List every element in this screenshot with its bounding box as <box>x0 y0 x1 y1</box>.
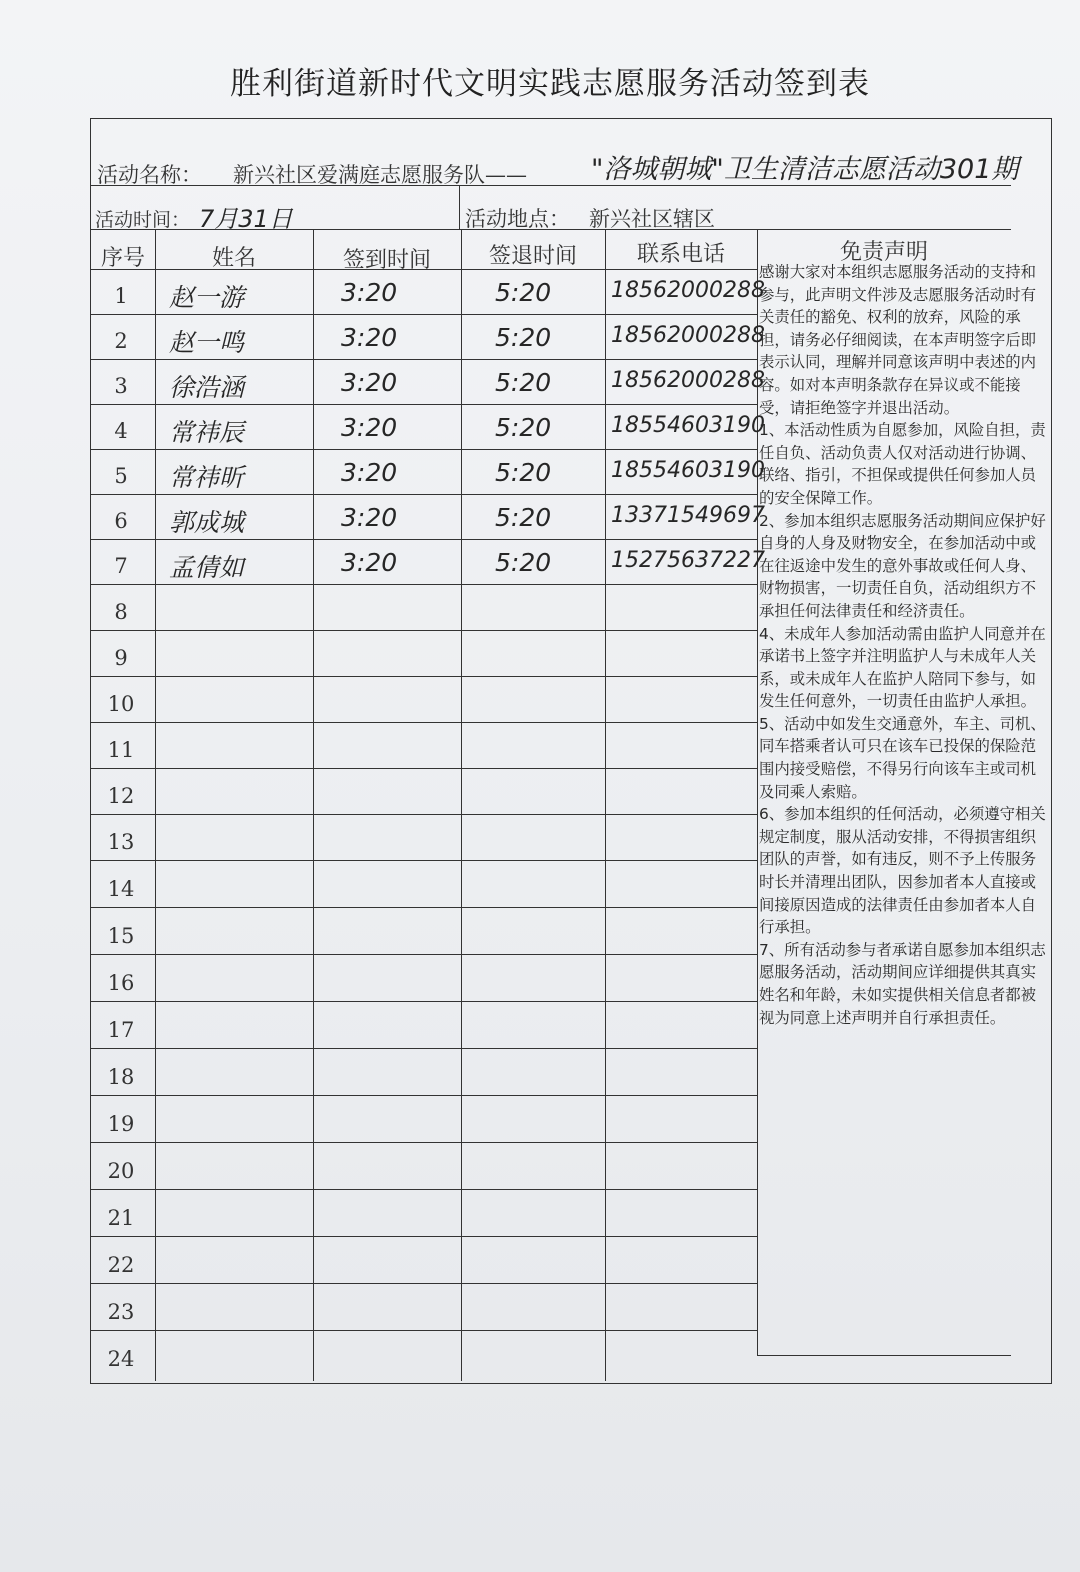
row-number: 17 <box>107 1018 135 1042</box>
table-row <box>91 1001 757 1048</box>
row-number: 23 <box>107 1300 135 1324</box>
row-number: 24 <box>107 1347 135 1371</box>
name-cell[interactable]: 常祎辰 <box>169 418 245 447</box>
phone-cell[interactable]: 13371549697 <box>611 503 765 528</box>
disclaimer-text <box>759 261 1049 1029</box>
activity-name-handwritten: "洛城朝城"卫生清洁志愿活动301期 <box>591 154 1019 185</box>
page-title: 胜利街道新时代文明实践志愿服务活动签到表 <box>230 66 870 102</box>
table-row <box>91 630 757 676</box>
sign-in-sheet <box>90 118 1052 1384</box>
table-row <box>91 584 757 630</box>
column-divider <box>757 229 758 1355</box>
name-cell[interactable]: 赵一鸣 <box>169 328 245 357</box>
disclaimer-bottom-line <box>757 1355 1011 1356</box>
col-header-signout: 签退时间 <box>488 244 577 269</box>
phone-cell[interactable]: 18562000288 <box>611 368 765 393</box>
row-number: 18 <box>107 1065 135 1089</box>
disclaimer-item-4: 4、未成年人参加活动需由监护人同意并在承诺书上签字并注明监护人与未成年人关系，或未成年人在监护人陪同下参与，如发生任何意外，一切责任由监护人承担。 <box>759 624 1046 711</box>
table-row <box>91 1095 757 1142</box>
table-row <box>91 494 765 539</box>
row-number: 13 <box>107 830 135 854</box>
table-row <box>91 359 765 404</box>
col-header-signin: 签到时间 <box>342 248 431 273</box>
table-row <box>91 314 765 359</box>
disclaimer-item-6: 6、参加本组织的任何活动，必须遵守相关规定制度，服从活动安排，不得损害组织团队的声誉，如有违反，则不予上传服务时长并清理出团队，因参加者本人直接或间接原因造成的法律责任由参加者本人自行承担。 <box>759 805 1046 937</box>
col-header-no: 序号 <box>100 246 145 271</box>
disclaimer-item-5: 5、活动中如发生交通意外，车主、司机、同车搭乘者认可只在该车已投保的保险范围内接受赔偿，不得另行向该车主或司机及同乘人索赔。 <box>759 714 1046 801</box>
phone-cell[interactable]: 18562000288 <box>611 278 765 303</box>
table-row <box>91 1283 757 1330</box>
row-number: 14 <box>107 877 135 901</box>
name-cell[interactable]: 赵一游 <box>169 283 245 312</box>
phone-cell[interactable]: 18554603190 <box>611 413 765 438</box>
row-number: 9 <box>114 646 128 670</box>
table-row <box>91 404 765 449</box>
row-number: 11 <box>107 738 135 762</box>
signout-time-cell[interactable]: 5:20 <box>495 503 552 532</box>
row-number: 19 <box>107 1112 135 1136</box>
signout-time-cell[interactable]: 5:20 <box>495 278 552 307</box>
table-row <box>91 449 765 494</box>
name-cell[interactable]: 郭成城 <box>169 508 245 537</box>
activity-place-value: 新兴社区辖区 <box>589 207 715 231</box>
signin-time-cell[interactable]: 3:20 <box>341 413 398 442</box>
col-header-phone: 联系电话 <box>636 242 725 267</box>
activity-time-value: 7月31日 <box>199 205 293 233</box>
signin-time-cell[interactable]: 3:20 <box>341 458 398 487</box>
phone-cell[interactable]: 18562000288 <box>611 323 765 348</box>
col-header-name: 姓名 <box>211 246 256 271</box>
header-divider-2 <box>91 229 1011 230</box>
row-number: 4 <box>114 419 128 443</box>
activity-name-label: 活动名称： <box>97 163 202 187</box>
activity-name-printed: 新兴社区爱满庭志愿服务队—— <box>233 163 527 187</box>
table-row <box>91 1189 757 1236</box>
row-number: 6 <box>114 509 128 533</box>
disclaimer-item-2: 2、参加本组织志愿服务活动期间应保护好自身的人身及财物安全，在参加活动中或在往返途中发生的意外事故或任何人身、财物损害，一切责任自负，活动组织方不承担任何法律责任和经济责任。 <box>759 511 1046 620</box>
header-divider-1 <box>91 185 1011 186</box>
table-row <box>91 269 765 314</box>
table-row <box>91 860 757 907</box>
table-row <box>91 814 757 860</box>
signout-time-cell[interactable]: 5:20 <box>495 458 552 487</box>
name-cell[interactable]: 徐浩涵 <box>169 373 245 402</box>
signin-time-cell[interactable]: 3:20 <box>341 503 398 532</box>
table-row <box>91 676 757 722</box>
phone-cell[interactable]: 15275637227 <box>611 548 765 573</box>
table-row <box>91 722 757 768</box>
row-number: 21 <box>107 1206 135 1230</box>
disclaimer-intro: 感谢大家对本组织志愿服务活动的支持和参与，此声明文件涉及志愿服务活动时有关责任的豁免、权利的放弃，风险的承担，请务必仔细阅读，在本声明签字后即表示认同，理解并同意该声明中表述的内容。如对本声明条款存在异议或不能接受，请拒绝签字并退出活动。 <box>759 263 1037 417</box>
table-row <box>91 539 765 584</box>
row-number: 12 <box>107 784 135 808</box>
disclaimer-item-1: 1、本活动性质为自愿参加，风险自担，责任自负、活动负责人仅对活动进行协调、联络、指引，不担保或提供任何参加人员的安全保障工作。 <box>759 421 1046 507</box>
signout-time-cell[interactable]: 5:20 <box>495 413 552 442</box>
signout-time-cell[interactable]: 5:20 <box>495 548 552 577</box>
signin-time-cell[interactable]: 3:20 <box>341 278 398 307</box>
table-row <box>91 1330 757 1377</box>
row-number: 7 <box>114 554 128 578</box>
row-number: 10 <box>107 692 135 716</box>
row-number: 2 <box>114 329 128 353</box>
row-number: 20 <box>107 1159 135 1183</box>
signout-time-cell[interactable]: 5:20 <box>495 368 552 397</box>
name-cell[interactable]: 常祎昕 <box>169 463 245 492</box>
signin-time-cell[interactable]: 3:20 <box>341 323 398 352</box>
name-cell[interactable]: 孟倩如 <box>169 553 245 582</box>
signout-time-cell[interactable]: 5:20 <box>495 323 552 352</box>
col-header-disclaimer: 免责声明 <box>839 240 928 265</box>
row-number: 8 <box>114 600 128 624</box>
row-number: 5 <box>114 464 128 488</box>
signin-time-cell[interactable]: 3:20 <box>341 548 398 577</box>
signin-time-cell[interactable]: 3:20 <box>341 368 398 397</box>
phone-cell[interactable]: 18554603190 <box>611 458 765 483</box>
row-number: 3 <box>114 374 128 398</box>
table-row <box>91 907 757 954</box>
row-number: 15 <box>107 924 135 948</box>
table-row <box>91 768 757 814</box>
header-divider-v <box>459 185 460 229</box>
row-number: 22 <box>107 1253 135 1277</box>
row-number: 16 <box>107 971 135 995</box>
disclaimer-item-7: 7、所有活动参与者承诺自愿参加本组织志愿服务活动，活动期间应详细提供其真实姓名和年龄，未如实提供相关信息者都被视为同意上述声明并自行承担责任。 <box>759 940 1046 1027</box>
row-number: 1 <box>114 284 128 308</box>
table-row <box>91 1142 757 1189</box>
activity-place-label: 活动地点： <box>465 207 570 231</box>
table-row <box>91 954 757 1001</box>
table-row <box>91 1048 757 1095</box>
table-row <box>91 1236 757 1283</box>
activity-time-label: 活动时间： <box>95 209 191 231</box>
